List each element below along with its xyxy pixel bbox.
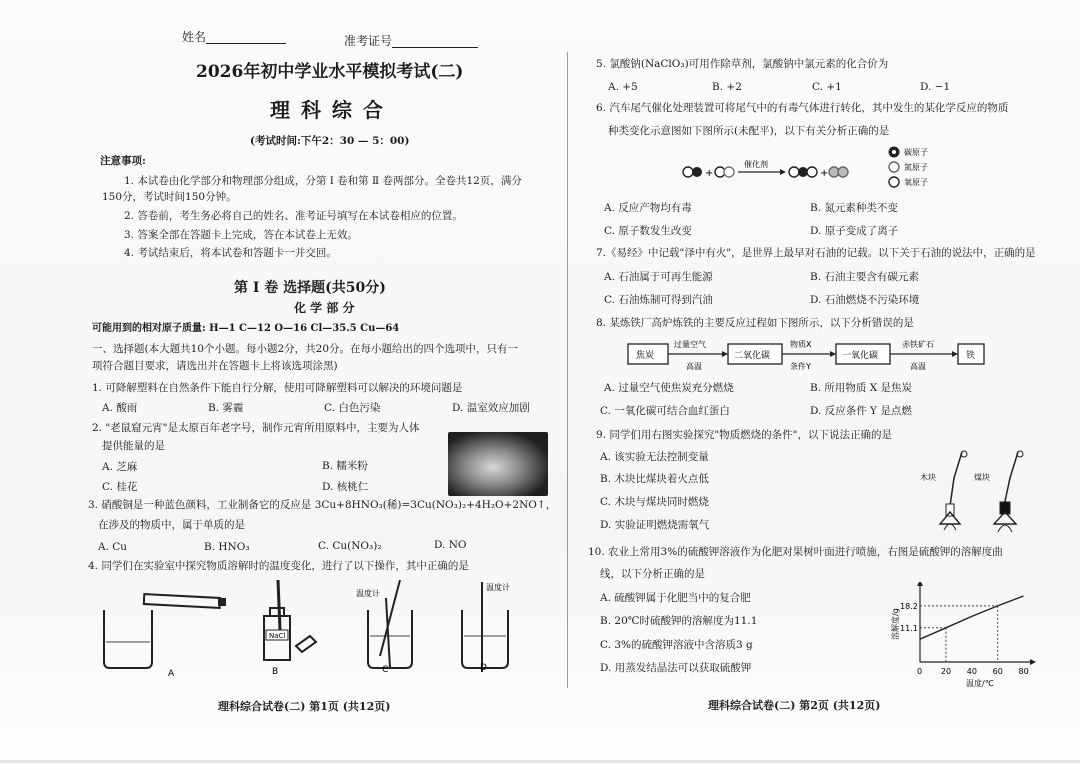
- reaction-diagram: [680, 146, 1040, 194]
- products: [789, 167, 848, 179]
- arrow-top-label: 物质X: [790, 340, 812, 349]
- question-1-stem: 1. 可降解塑料在自然条件下能自行分解，使用可降解塑料可以解决的环境问题是: [92, 382, 463, 394]
- notice-item: 1. 本试卷由化学部分和物理部分组成，分第 Ⅰ 卷和第 Ⅱ 卷两部分。全卷共12页，满分: [124, 175, 522, 187]
- legend-oxygen: 氧原子: [904, 178, 928, 187]
- wood-label: 木块: [920, 473, 936, 482]
- label-b: B: [272, 667, 279, 677]
- apparatus-c: [356, 580, 412, 668]
- y-tick-label: 18.2: [900, 601, 918, 611]
- arrow-top-label: 赤铁矿石: [902, 340, 934, 349]
- legend-carbon: 碳原子: [904, 148, 928, 157]
- arrow-bottom-label: 高温: [686, 362, 702, 371]
- catalyst-label: 催化剂: [744, 160, 768, 169]
- apparatus-a: [104, 594, 226, 668]
- atomic-masses: 可能用到的相对原子质量: H—1 C—12 O—16 Cl—35.5 Cu—64: [92, 323, 400, 334]
- option-c[interactable]: C. Cu(NO₃)₂: [318, 540, 382, 552]
- question-4-stem: 4. 同学们在实验室中探究物质溶解时的温度变化，进行了以下操作，其中正确的是: [88, 560, 469, 572]
- label-a: A: [168, 669, 175, 679]
- question-3-stem: 在涉及的物质中，属于单质的是: [98, 519, 245, 531]
- footer-left: 理科综合试卷(二) 第1页 (共12页): [218, 700, 391, 713]
- combustion-apparatus: [920, 448, 1040, 538]
- atom-legend: [889, 147, 928, 187]
- option-a[interactable]: A. Cu: [98, 541, 128, 553]
- box-coke-label: 焦炭: [636, 351, 655, 361]
- label-c: C: [382, 665, 389, 675]
- option-b[interactable]: B. 氮元素种类不变: [810, 202, 898, 214]
- exam-no-label-text: 准考证号: [344, 34, 393, 48]
- svg-text:+: +: [820, 168, 829, 179]
- footer-right: 理科综合试卷(二) 第2页 (共12页): [708, 699, 881, 712]
- question-2-stem: 提供能量的是: [102, 440, 165, 452]
- option-c[interactable]: C. 一氧化碳可结合血红蛋白: [600, 405, 730, 417]
- option-b[interactable]: B. 木块比煤块着火点低: [600, 473, 709, 485]
- box-co-label: 一氧化碳: [842, 351, 879, 361]
- option-d[interactable]: D. 反应条件 Y 是点燃: [810, 405, 912, 417]
- option-a[interactable]: A. 该实验无法控制变量: [600, 451, 709, 463]
- notice-item: 3. 答案全部在答题卡上完成，答在本试卷上无效。: [124, 229, 358, 241]
- ironmaking-flow: [626, 336, 990, 376]
- column-divider: [567, 52, 568, 688]
- solubility-curve: [920, 596, 1024, 639]
- option-b[interactable]: B. HNO₃: [204, 541, 250, 553]
- notice-heading: 注意事项:: [100, 155, 146, 167]
- option-d[interactable]: D. 温室效应加剧: [452, 402, 530, 414]
- nacl-label: NaCl: [269, 632, 286, 640]
- svg-text:+: +: [705, 168, 714, 179]
- name-label: [182, 30, 286, 44]
- option-b[interactable]: B. 雾霾: [208, 402, 244, 414]
- question-8-stem: 8. 某炼铁厂高炉炼铁的主要反应过程如下图所示，以下分析错误的是: [596, 317, 914, 329]
- name-blank[interactable]: [206, 31, 286, 44]
- question-10-stem: 线，以下分析正确的是: [600, 568, 705, 580]
- question-5-stem: 5. 氯酸钠(NaClO₃)可用作除草剂，氯酸钠中氯元素的化合价为: [596, 58, 889, 70]
- x-tick-label: 20: [940, 667, 952, 676]
- reactants: [683, 167, 734, 179]
- question-9-stem: 9. 同学们用右图实验探究"物质燃烧的条件"，以下说法正确的是: [596, 429, 893, 441]
- option-b[interactable]: B. 所用物质 X 是焦炭: [810, 382, 913, 394]
- question-3-stem: 3. 硝酸铜是一种蓝色颜料，工业制备它的反应是 3Cu+8HNO₃(稀)=3Cu(NO₃)₂+4H₂O+2NO↑，: [88, 499, 557, 511]
- legend-nitrogen: 氮原子: [904, 163, 928, 172]
- part-title: 化 学 部 分: [294, 301, 355, 315]
- option-b[interactable]: B. +2: [712, 81, 742, 93]
- x-axis-label: 温度/℃: [966, 679, 994, 688]
- question-6-stem: 种类变化示意图如下图所示(未配平)，以下有关分析正确的是: [608, 125, 890, 137]
- option-a[interactable]: A. 过量空气使焦炭充分燃烧: [604, 382, 734, 394]
- x-tick-label: 60: [992, 667, 1003, 676]
- option-c[interactable]: C. 3%的硫酸钾溶液中含溶质3 g: [600, 639, 753, 651]
- option-d[interactable]: D. 原子变成了离子: [810, 225, 899, 237]
- paper-fold: [0, 760, 1080, 763]
- section-title: 第 Ⅰ 卷 选择题(共50分): [234, 280, 386, 296]
- option-a[interactable]: A. 反应产物均有毒: [604, 202, 692, 214]
- option-a[interactable]: A. 石油属于可再生能源: [604, 271, 713, 283]
- option-d[interactable]: D. −1: [920, 81, 951, 93]
- q4-apparatus: [84, 576, 554, 680]
- exam-time: (考试时间:下午2：30 — 5：00): [250, 135, 410, 147]
- option-d[interactable]: D. 核桃仁: [322, 481, 369, 493]
- option-a[interactable]: A. 酸雨: [102, 402, 138, 414]
- y-axis-label: 溶解度/g: [891, 608, 900, 640]
- option-d[interactable]: D. NO: [434, 539, 467, 551]
- option-c[interactable]: C. 木块与煤块同时燃烧: [600, 496, 709, 508]
- box-iron-label: 铁: [966, 351, 976, 361]
- label-d: D: [480, 663, 487, 673]
- box-co2-label: 二氧化碳: [734, 351, 771, 361]
- option-a[interactable]: A. 硫酸钾属于化肥当中的复合肥: [600, 592, 751, 604]
- coal-label: 煤块: [974, 473, 990, 482]
- question-7-stem: 7.《易经》中记载"泽中有火"，是世界上最早对石油的记载。以下关于石油的说法中，正确的是: [596, 247, 1036, 259]
- notice-item: 2. 答卷前，考生务必将自己的姓名、准考证号填写在本试卷相应的位置。: [124, 210, 463, 222]
- apparatus-b: [264, 580, 316, 660]
- x-tick-label: 40: [966, 667, 977, 676]
- notice-item: 150分，考试时间150分钟。: [102, 191, 237, 203]
- option-c[interactable]: C. +1: [812, 81, 842, 93]
- exam-no-label: [344, 34, 478, 48]
- arrow-bottom-label: 条件Y: [790, 362, 811, 371]
- x-tick-label: 0: [917, 667, 923, 676]
- coal-setup: [994, 451, 1023, 532]
- yuanxiao-photo: [448, 432, 548, 496]
- option-a[interactable]: A. +5: [608, 81, 638, 93]
- option-b[interactable]: B. 石油主要含有碳元素: [810, 271, 919, 283]
- y-tick-label: 11.1: [900, 623, 918, 633]
- exam-title: 2026年初中学业水平模拟考试(二): [196, 62, 464, 82]
- section-intro: 项符合题目要求，请选出并在答题卡上将该选项涂黑): [92, 360, 338, 372]
- option-b[interactable]: B. 糯米粉: [322, 460, 368, 472]
- option-c[interactable]: C. 桂花: [102, 481, 138, 493]
- exam-no-blank[interactable]: [392, 35, 478, 48]
- subject-title: 理 科 综 合: [270, 98, 385, 122]
- thermometer-label: 温度计: [486, 583, 510, 592]
- option-d[interactable]: D. 实验证明燃烧需氧气: [600, 519, 710, 531]
- question-10-stem: 10. 农业上常用3%的硫酸钾溶液作为化肥对果树叶面进行喷施，右图是硫酸钾的溶解度曲: [588, 546, 1003, 558]
- option-c[interactable]: C. 白色污染: [324, 402, 381, 414]
- option-b[interactable]: B. 20℃时硫酸钾的溶解度为11.1: [600, 615, 758, 627]
- question-6-stem: 6. 汽车尾气催化处理装置可将尾气中的有毒气体进行转化，其中发生的某化学反应的物质: [596, 102, 1009, 114]
- option-a[interactable]: A. 芝麻: [102, 461, 138, 473]
- option-d[interactable]: D. 石油燃烧不污染环境: [810, 294, 920, 306]
- option-c[interactable]: C. 原子数发生改变: [604, 225, 692, 237]
- name-label-text: 姓名: [182, 30, 207, 44]
- apparatus-d: [462, 582, 510, 672]
- question-2-stem: 2. "老鼠窟元宵"是太原百年老字号，制作元宵所用原料中，主要为人体: [92, 422, 420, 434]
- section-intro: 一、选择题(本大题共10个小题。每小题2分，共20分。在每小题给出的四个选项中，只有一: [92, 343, 518, 355]
- x-tick-label: 80: [1018, 667, 1029, 676]
- solubility-chart: [880, 582, 1040, 690]
- option-c[interactable]: C. 石油炼制可得到汽油: [604, 294, 713, 306]
- notice-item: 4. 考试结束后，将本试卷和答题卡一并交回。: [124, 247, 337, 259]
- wood-setup: [940, 451, 967, 530]
- option-d[interactable]: D. 用蒸发结晶法可以获取硫酸钾: [600, 662, 752, 674]
- thermometer-label: 温度计: [356, 589, 380, 598]
- arrow-bottom-label: 高温: [910, 362, 926, 371]
- arrow-top-label: 过量空气: [674, 340, 706, 349]
